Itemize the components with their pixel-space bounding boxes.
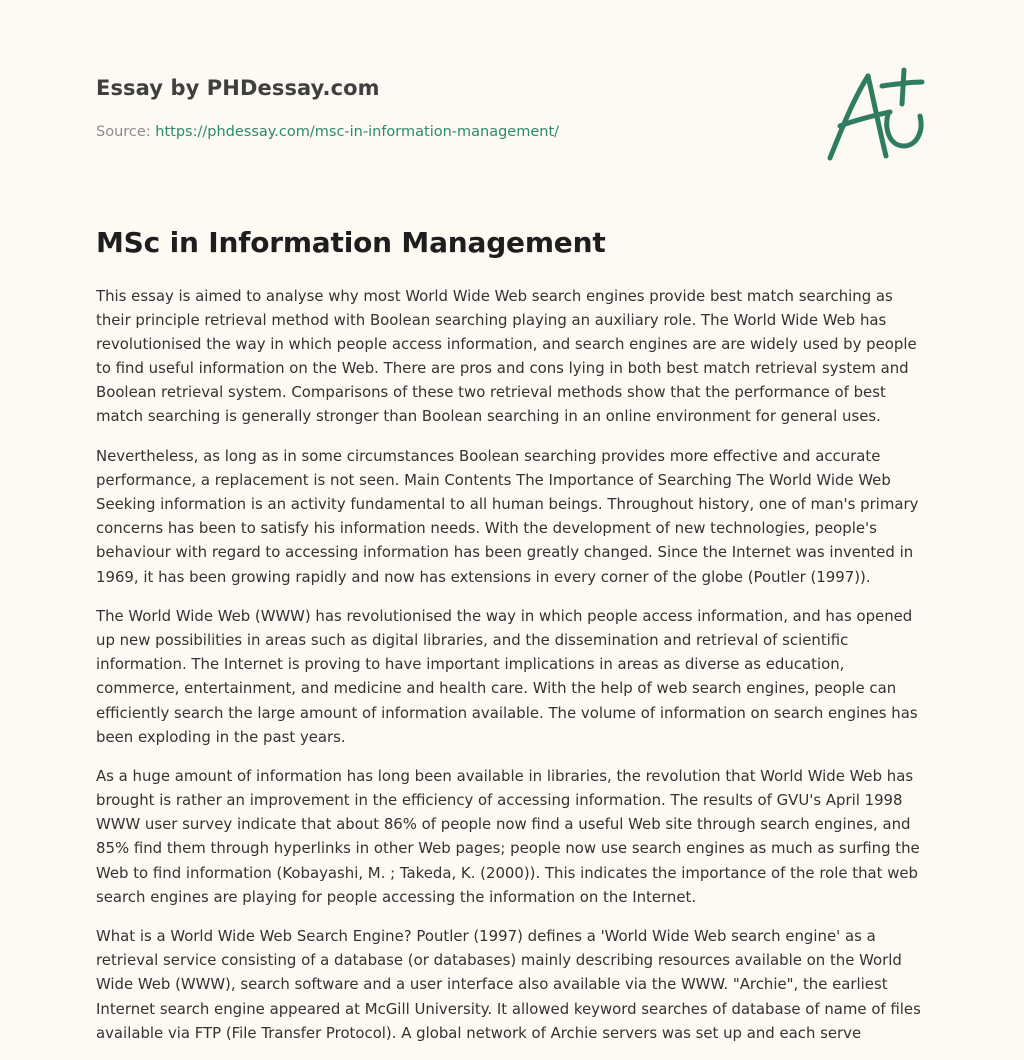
source-label: Source: [96, 124, 156, 140]
paragraph: The World Wide Web (WWW) has revolutionised the way in which people access information, and has opened up new possibilities in areas such as digital libraries, and the dissemination and retrieval of scientific information. The Internet is proving to have important implications in areas as diverse as education, commerce, entertainment, and medicine and health care. With the help of web search engines, people can efficiently search the large amount of information available. The volume of information on search engines has been exploding in the past years. [96, 607, 918, 746]
paragraph: What is a World Wide Web Search Engine? Poutler (1997) defines a 'World Wide Web search engine' as a retrieval service consisting of a database (or databases) mainly describing resources available on the World Wide Web (WWW), search software and a user interface also available via the WWW. "Archie", the earliest Internet search engine appeared at McGill University. It allowed keyword searches of database of name of files available via FTP (File Transfer Protocol). A global network of Archie servers was set up and each serve [96, 927, 921, 1042]
source-link[interactable]: https://phdessay.com/msc-in-information-management/ [155, 124, 560, 140]
paragraph: As a huge amount of information has long been available in libraries, the revolution that World Wide Web has brought is rather an improvement in the efficiency of accessing information. The results of GVU's April 1998 WWW user survey indicate that about 86% of people now find a useful Web site through search engines, and 85% find them through hyperlinks in other Web pages; people now use search engines as much as surfing the Web to find information (Kobayashi, M. ; Takeda, K. (2000)). This indicates the importance of the role that web search engines are playing for people accessing the information on the Internet. [96, 767, 920, 906]
paragraph: Nevertheless, as long as in some circumstances Boolean searching provides more effective and accurate performance, a replacement is not seen. Main Contents The Importance of Searching The World Wide Web Seeking information is an activity fundamental to all human beings. Throughout history, one of man's primary concerns has been to satisfy his information needs. With the development of new technologies, people's behaviour with regard to accessing information has been greatly changed. Since the Internet was invented in 1969, it has been growing rapidly and now has extensions in every corner of the globe (Poutler (1997)). [96, 447, 919, 586]
paragraph: This essay is aimed to analyse why most World Wide Web search engines provide best match searching as their principle retrieval method with Boolean searching playing an auxiliary role. The World Wide Web has revolutionised the way in which people access information, and search engines are are widely used by people to find useful information on the Web. There are pros and cons lying in both best match retrieval system and Boolean retrieval system. Comparisons of these two retrieval methods show that the performance of best match searching is generally stronger than Boolean searching in an online environment for general uses. [96, 287, 917, 426]
source-line [96, 124, 559, 140]
article-body [96, 284, 932, 1060]
a-plus-logo-icon [818, 62, 930, 170]
page-title: MSc in Information Management [96, 226, 606, 259]
brand-name: Essay by PHDessay.com [96, 76, 380, 100]
